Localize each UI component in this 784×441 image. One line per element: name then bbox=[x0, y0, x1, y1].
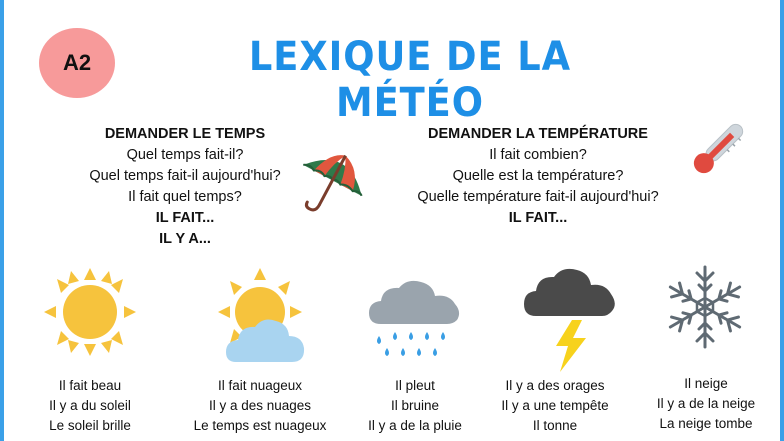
caption-line: Il pleut bbox=[395, 378, 435, 393]
caption-line: Il y a des nuages bbox=[208, 398, 312, 413]
ask-weather-question: Quel temps fait-il? bbox=[126, 147, 244, 163]
caption-line: Il y a des orages bbox=[505, 378, 605, 393]
caption-line: Il y a du soleil bbox=[49, 398, 131, 413]
caption-line: Il y a de la pluie bbox=[368, 418, 462, 433]
ask-weather-question: Quel temps fait-il aujourd'hui? bbox=[89, 168, 281, 184]
weather-caption-rain bbox=[345, 376, 485, 436]
ask-weather-answer: IL Y A... bbox=[159, 231, 211, 247]
weather-caption-cloudy bbox=[180, 376, 340, 436]
ask-temperature-question: Quelle est la température? bbox=[452, 168, 624, 184]
ask-weather-question: Il fait quel temps? bbox=[128, 189, 242, 205]
snowflake-icon bbox=[662, 262, 748, 352]
caption-line: La neige tombe bbox=[659, 416, 753, 431]
sun-cloud-icon bbox=[210, 266, 314, 364]
storm-cloud-icon bbox=[520, 264, 620, 376]
weather-caption-sunny bbox=[20, 376, 160, 436]
caption-line: Il tonne bbox=[532, 418, 578, 433]
caption-line: Le soleil brille bbox=[49, 418, 131, 433]
caption-line: Il y a une tempête bbox=[501, 398, 609, 413]
rain-cloud-icon bbox=[365, 276, 465, 368]
level-badge: A2 bbox=[39, 28, 115, 98]
umbrella-icon bbox=[290, 146, 372, 220]
ask-temperature-answer: IL FAIT... bbox=[508, 210, 568, 226]
caption-line: Il y a de la neige bbox=[656, 396, 756, 411]
ask-temperature-heading: DEMANDER LA TEMPÉRATURE bbox=[428, 126, 648, 142]
ask-weather-answer: IL FAIT... bbox=[155, 210, 215, 226]
ask-weather-block bbox=[60, 124, 310, 250]
ask-temperature-question: Il fait combien? bbox=[489, 147, 587, 163]
weather-caption-storm bbox=[485, 376, 625, 436]
caption-line: Le temps est nuageux bbox=[193, 418, 327, 433]
caption-line: Il bruine bbox=[390, 398, 440, 413]
page-title: LEXIQUE DE LA MÉTÉO bbox=[248, 34, 572, 126]
caption-line: Il fait nuageux bbox=[217, 378, 303, 393]
caption-line: Il neige bbox=[684, 376, 728, 391]
sun-icon bbox=[40, 266, 140, 358]
ask-temperature-question: Quelle température fait-il aujourd'hui? bbox=[417, 189, 659, 205]
caption-line: Il fait beau bbox=[58, 378, 122, 393]
ask-temperature-block bbox=[388, 124, 688, 229]
weather-caption-snow bbox=[636, 374, 776, 434]
thermometer-icon bbox=[682, 115, 754, 183]
ask-weather-heading: DEMANDER LE TEMPS bbox=[104, 126, 266, 142]
